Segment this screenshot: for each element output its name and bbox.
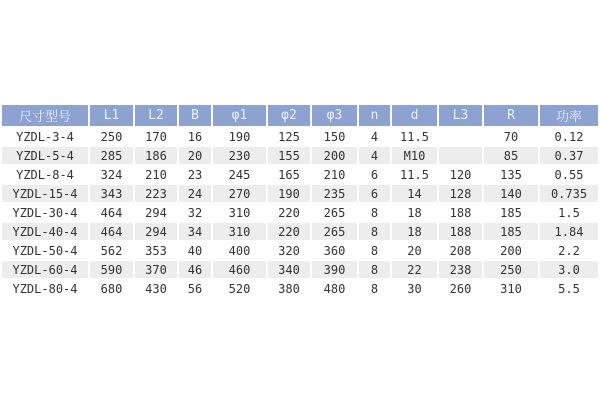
table-cell: 520 — [213, 280, 266, 297]
table-cell: 3.0 — [540, 261, 598, 278]
table-cell: 260 — [439, 280, 482, 297]
header-cell: d — [392, 105, 437, 126]
table-row — [2, 242, 598, 259]
table-cell: 40 — [179, 242, 211, 259]
table-cell: 8 — [359, 242, 390, 259]
header-cell: L3 — [439, 105, 482, 126]
table-cell: 20 — [179, 147, 211, 164]
table-cell: 186 — [135, 147, 177, 164]
table-cell: 430 — [135, 280, 177, 297]
header-cell: φ3 — [312, 105, 357, 126]
table-row — [2, 261, 598, 278]
table-cell: 14 — [392, 185, 437, 202]
table-cell: 208 — [439, 242, 482, 259]
table-row — [2, 204, 598, 221]
table-cell: 223 — [135, 185, 177, 202]
table-row — [2, 128, 598, 145]
table-cell: 125 — [268, 128, 310, 145]
spec-table — [0, 103, 600, 299]
header-cell: L1 — [90, 105, 133, 126]
table-cell: 185 — [484, 204, 538, 221]
table-cell: 56 — [179, 280, 211, 297]
table-cell: 343 — [90, 185, 133, 202]
table-cell: 310 — [484, 280, 538, 297]
table-cell: 285 — [90, 147, 133, 164]
table-cell: 310 — [213, 223, 266, 240]
table-cell: 360 — [312, 242, 357, 259]
table-cell: YZDL-8-4 — [2, 166, 88, 183]
table-cell: 2.2 — [540, 242, 598, 259]
table-cell: 590 — [90, 261, 133, 278]
table-cell: 340 — [268, 261, 310, 278]
table-cell: 11.5 — [392, 166, 437, 183]
header-cell: 功率 — [540, 105, 598, 126]
table-cell: 370 — [135, 261, 177, 278]
table-cell: 400 — [213, 242, 266, 259]
header-cell: 尺寸型号 — [2, 105, 88, 126]
table-cell: 324 — [90, 166, 133, 183]
table-cell: 8 — [359, 204, 390, 221]
header-cell: φ1 — [213, 105, 266, 126]
table-cell: YZDL-50-4 — [2, 242, 88, 259]
table-cell: 190 — [213, 128, 266, 145]
table-cell: 120 — [439, 166, 482, 183]
table-cell: YZDL-15-4 — [2, 185, 88, 202]
table-cell: 70 — [484, 128, 538, 145]
table-cell — [439, 147, 482, 164]
table-row — [2, 223, 598, 240]
table-cell: 150 — [312, 128, 357, 145]
table-row — [2, 166, 598, 183]
table-cell: 200 — [484, 242, 538, 259]
table-cell: 1.84 — [540, 223, 598, 240]
table-cell: YZDL-5-4 — [2, 147, 88, 164]
header-cell: B — [179, 105, 211, 126]
table-cell: 8 — [359, 261, 390, 278]
table-cell: 480 — [312, 280, 357, 297]
table-cell: 270 — [213, 185, 266, 202]
table-cell: 238 — [439, 261, 482, 278]
table-cell: YZDL-60-4 — [2, 261, 88, 278]
table-cell: 250 — [90, 128, 133, 145]
table-cell: 210 — [312, 166, 357, 183]
table-cell: 16 — [179, 128, 211, 145]
table-cell: 390 — [312, 261, 357, 278]
table-cell: 8 — [359, 280, 390, 297]
table-cell: 135 — [484, 166, 538, 183]
table-cell: 250 — [484, 261, 538, 278]
table-cell: 188 — [439, 223, 482, 240]
table-cell: M10 — [392, 147, 437, 164]
table-cell: 22 — [392, 261, 437, 278]
table-cell: 23 — [179, 166, 211, 183]
table-cell: 8 — [359, 223, 390, 240]
table-cell: 0.12 — [540, 128, 598, 145]
table-cell: 294 — [135, 223, 177, 240]
table-cell: 32 — [179, 204, 211, 221]
table-cell: 170 — [135, 128, 177, 145]
table-cell: 4 — [359, 147, 390, 164]
table-cell: 562 — [90, 242, 133, 259]
table-cell: 0.55 — [540, 166, 598, 183]
table-cell: 6 — [359, 166, 390, 183]
table-cell: 30 — [392, 280, 437, 297]
table-cell: YZDL-3-4 — [2, 128, 88, 145]
table-cell: 210 — [135, 166, 177, 183]
table-row — [2, 185, 598, 202]
table-cell: 46 — [179, 261, 211, 278]
table-cell: 4 — [359, 128, 390, 145]
table-cell: 155 — [268, 147, 310, 164]
table-cell: 294 — [135, 204, 177, 221]
table-cell: 0.735 — [540, 185, 598, 202]
table-cell: 353 — [135, 242, 177, 259]
table-cell: 464 — [90, 223, 133, 240]
table-cell: 265 — [312, 204, 357, 221]
table-row — [2, 147, 598, 164]
spec-table-header — [2, 105, 598, 126]
table-cell: 11.5 — [392, 128, 437, 145]
table-cell: 220 — [268, 204, 310, 221]
spec-table-body — [2, 128, 598, 297]
table-cell: YZDL-40-4 — [2, 223, 88, 240]
table-cell: YZDL-80-4 — [2, 280, 88, 297]
table-cell: 20 — [392, 242, 437, 259]
table-cell: 6 — [359, 185, 390, 202]
table-cell: 18 — [392, 223, 437, 240]
table-cell: 188 — [439, 204, 482, 221]
table-cell: 1.5 — [540, 204, 598, 221]
header-cell: L2 — [135, 105, 177, 126]
header-cell: φ2 — [268, 105, 310, 126]
table-cell: 5.5 — [540, 280, 598, 297]
table-cell: 190 — [268, 185, 310, 202]
table-cell: 460 — [213, 261, 266, 278]
table-cell: 464 — [90, 204, 133, 221]
table-cell: 265 — [312, 223, 357, 240]
table-cell: 320 — [268, 242, 310, 259]
table-cell: 380 — [268, 280, 310, 297]
header-cell: n — [359, 105, 390, 126]
table-cell: 0.37 — [540, 147, 598, 164]
table-cell: YZDL-30-4 — [2, 204, 88, 221]
table-cell: 85 — [484, 147, 538, 164]
table-cell: 34 — [179, 223, 211, 240]
table-cell: 185 — [484, 223, 538, 240]
header-row — [2, 105, 598, 126]
table-cell: 235 — [312, 185, 357, 202]
table-cell: 200 — [312, 147, 357, 164]
table-cell — [439, 128, 482, 145]
table-cell: 310 — [213, 204, 266, 221]
table-cell: 245 — [213, 166, 266, 183]
table-cell: 24 — [179, 185, 211, 202]
table-cell: 18 — [392, 204, 437, 221]
table-row — [2, 280, 598, 297]
table-cell: 680 — [90, 280, 133, 297]
table-cell: 230 — [213, 147, 266, 164]
header-cell: R — [484, 105, 538, 126]
table-cell: 128 — [439, 185, 482, 202]
table-cell: 165 — [268, 166, 310, 183]
table-cell: 140 — [484, 185, 538, 202]
table-cell: 220 — [268, 223, 310, 240]
